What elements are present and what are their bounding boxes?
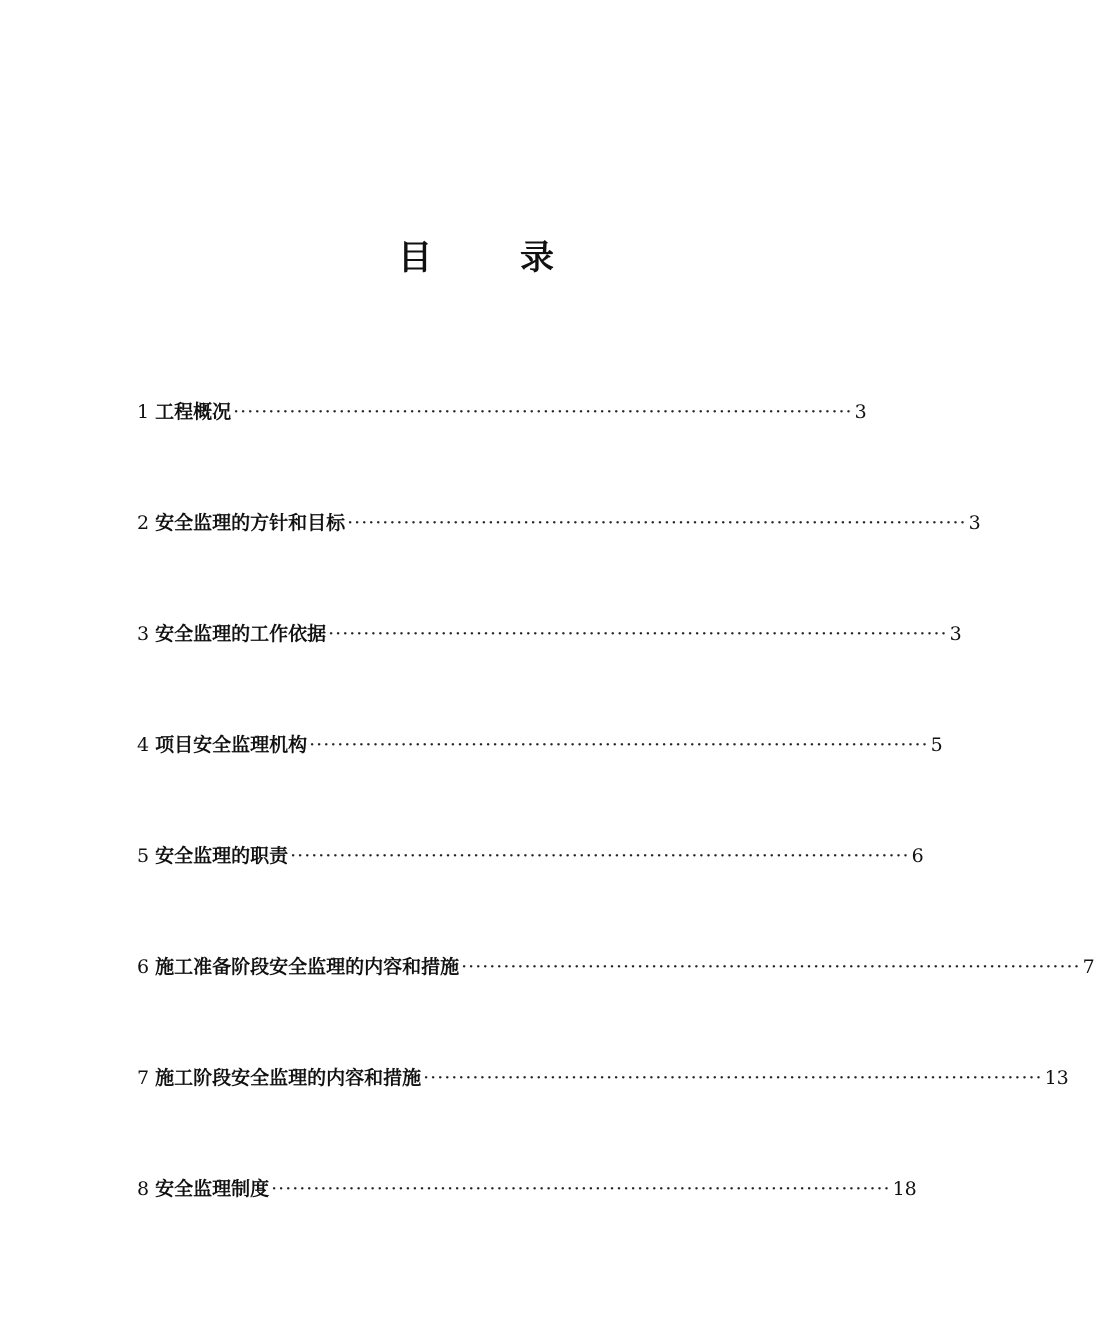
toc-entry-number: 6 <box>137 956 150 978</box>
toc-entry-number: 4 <box>137 734 150 756</box>
toc-entry-page: 6 <box>911 845 924 867</box>
toc-entry-page: 3 <box>949 623 962 645</box>
toc-leader-dots: ························································································ <box>328 623 948 645</box>
toc-entry-page: 5 <box>930 734 943 756</box>
toc-entry-label: 施工阶段安全监理的内容和措施 <box>155 1067 422 1089</box>
toc-entry-label: 项目安全监理机构 <box>155 734 308 756</box>
toc-entry[interactable] <box>137 398 867 426</box>
toc-title-char: 目 <box>398 238 432 278</box>
toc-entry-page: 7 <box>1082 956 1095 978</box>
toc-entry-page: 13 <box>1044 1067 1069 1089</box>
toc-entry[interactable] <box>137 953 1095 981</box>
toc-entry-label: 工程概况 <box>155 401 232 423</box>
toc-entry-label: 安全监理的职责 <box>155 845 289 867</box>
toc-entry-page: 3 <box>968 512 981 534</box>
toc-leader-dots: ························································································ <box>309 734 929 756</box>
toc-leader-dots: ························································································ <box>423 1067 1043 1089</box>
toc-entry-label: 施工准备阶段安全监理的内容和措施 <box>155 956 460 978</box>
toc-entry[interactable] <box>137 1064 1069 1092</box>
toc-leader-dots: ························································································ <box>347 512 967 534</box>
toc-entry-page: 18 <box>892 1178 917 1200</box>
toc-entry-number: 1 <box>137 401 150 423</box>
toc-leader-dots: ························································································ <box>233 401 853 423</box>
toc-leader-dots: ························································································ <box>461 956 1081 978</box>
toc-entry-label: 安全监理的方针和目标 <box>155 512 346 534</box>
toc-entry[interactable] <box>137 842 924 870</box>
toc-entry-number: 5 <box>137 845 150 867</box>
toc-entry-page: 3 <box>854 401 867 423</box>
toc-leader-dots: ························································································ <box>271 1178 891 1200</box>
toc-entry-number: 3 <box>137 623 150 645</box>
toc-entry-label: 安全监理制度 <box>155 1178 270 1200</box>
toc-title-char: 录 <box>520 238 554 278</box>
toc-entry-label: 安全监理的工作依据 <box>155 623 327 645</box>
toc-entry[interactable] <box>137 620 962 648</box>
toc-entry[interactable] <box>137 731 943 759</box>
toc-entry[interactable] <box>137 509 981 537</box>
toc-leader-dots: ························································································ <box>290 845 910 867</box>
toc-entry[interactable] <box>137 1175 917 1203</box>
toc-entry-number: 2 <box>137 512 150 534</box>
toc-entry-number: 7 <box>137 1067 150 1089</box>
toc-entry-number: 8 <box>137 1178 150 1200</box>
